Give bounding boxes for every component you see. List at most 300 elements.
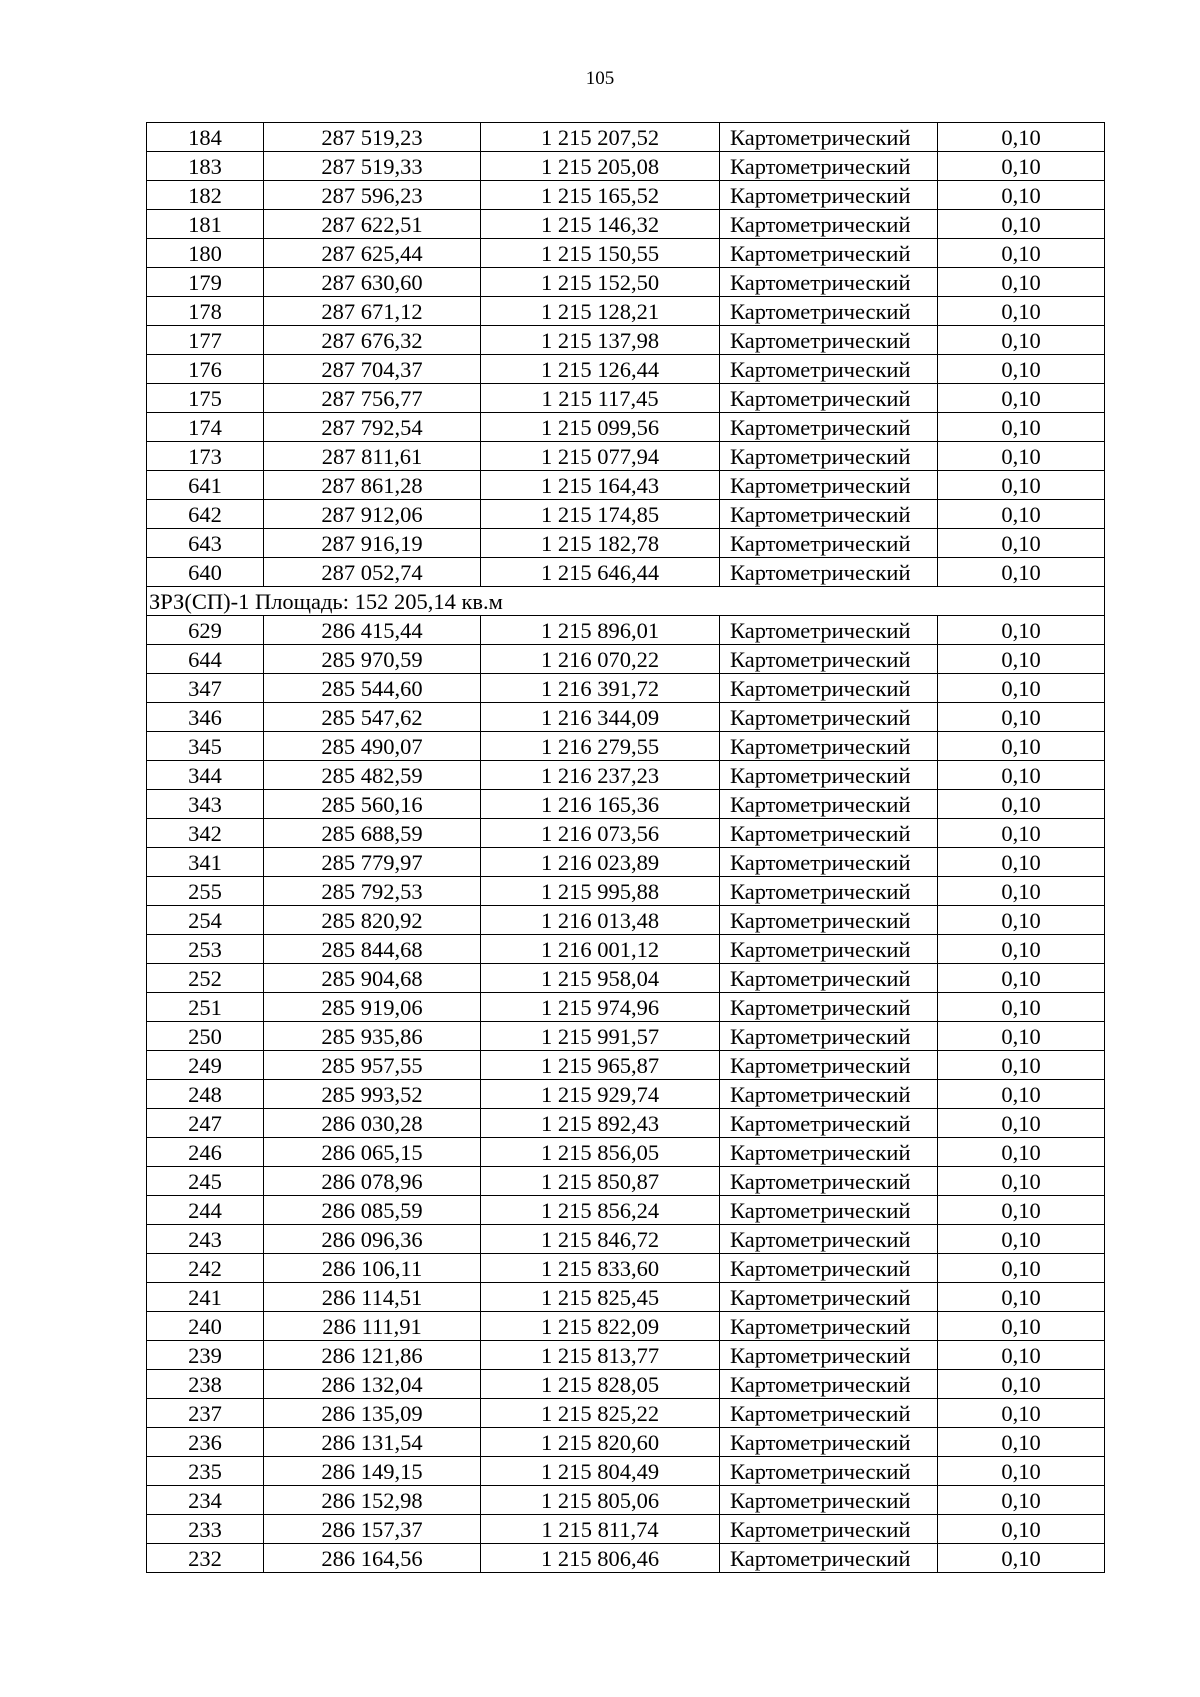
method-cell: Картометрический: [720, 1022, 938, 1051]
point-number-cell: 235: [147, 1457, 264, 1486]
y-coordinate-cell: 1 215 804,49: [481, 1457, 720, 1486]
accuracy-cell: 0,10: [938, 790, 1105, 819]
section-header-group: [147, 587, 1105, 616]
x-coordinate-cell: 285 957,55: [264, 1051, 481, 1080]
point-number-cell: 242: [147, 1254, 264, 1283]
y-coordinate-cell: 1 215 152,50: [481, 268, 720, 297]
point-number-cell: 244: [147, 1196, 264, 1225]
x-coordinate-cell: 286 131,54: [264, 1428, 481, 1457]
x-coordinate-cell: 286 065,15: [264, 1138, 481, 1167]
accuracy-cell: 0,10: [938, 1515, 1105, 1544]
method-cell: Картометрический: [720, 1486, 938, 1515]
method-cell: Картометрический: [720, 732, 938, 761]
table-row: [147, 1022, 1105, 1051]
accuracy-cell: 0,10: [938, 152, 1105, 181]
method-cell: Картометрический: [720, 1051, 938, 1080]
point-number-cell: 345: [147, 732, 264, 761]
method-cell: Картометрический: [720, 761, 938, 790]
table-row: [147, 848, 1105, 877]
accuracy-cell: 0,10: [938, 1225, 1105, 1254]
x-coordinate-cell: 287 671,12: [264, 297, 481, 326]
x-coordinate-cell: 287 676,32: [264, 326, 481, 355]
method-cell: Картометрический: [720, 1283, 938, 1312]
y-coordinate-cell: 1 215 126,44: [481, 355, 720, 384]
accuracy-cell: 0,10: [938, 761, 1105, 790]
table-row: [147, 123, 1105, 152]
table-row: [147, 413, 1105, 442]
table-row: [147, 297, 1105, 326]
accuracy-cell: 0,10: [938, 616, 1105, 645]
y-coordinate-cell: 1 215 828,05: [481, 1370, 720, 1399]
table-row: [147, 239, 1105, 268]
point-number-cell: 641: [147, 471, 264, 500]
table-row: [147, 732, 1105, 761]
x-coordinate-cell: 285 490,07: [264, 732, 481, 761]
table-row: [147, 1457, 1105, 1486]
y-coordinate-cell: 1 216 073,56: [481, 819, 720, 848]
accuracy-cell: 0,10: [938, 1196, 1105, 1225]
page-number: 105: [585, 68, 615, 89]
point-number-cell: 248: [147, 1080, 264, 1109]
y-coordinate-cell: 1 215 099,56: [481, 413, 720, 442]
method-cell: Картометрический: [720, 1167, 938, 1196]
y-coordinate-cell: 1 215 856,05: [481, 1138, 720, 1167]
accuracy-cell: 0,10: [938, 1109, 1105, 1138]
method-cell: Картометрический: [720, 993, 938, 1022]
y-coordinate-cell: 1 216 023,89: [481, 848, 720, 877]
accuracy-cell: 0,10: [938, 1167, 1105, 1196]
x-coordinate-cell: 286 030,28: [264, 1109, 481, 1138]
method-cell: Картометрический: [720, 181, 938, 210]
point-number-cell: 346: [147, 703, 264, 732]
y-coordinate-cell: 1 216 237,23: [481, 761, 720, 790]
table-row: [147, 819, 1105, 848]
y-coordinate-cell: 1 215 117,45: [481, 384, 720, 413]
point-number-cell: 344: [147, 761, 264, 790]
table-body-after: [147, 616, 1105, 1573]
y-coordinate-cell: 1 215 806,46: [481, 1544, 720, 1573]
table-row: [147, 529, 1105, 558]
y-coordinate-cell: 1 215 207,52: [481, 123, 720, 152]
point-number-cell: 181: [147, 210, 264, 239]
accuracy-cell: 0,10: [938, 442, 1105, 471]
x-coordinate-cell: 287 519,23: [264, 123, 481, 152]
point-number-cell: 643: [147, 529, 264, 558]
method-cell: Картометрический: [720, 1341, 938, 1370]
accuracy-cell: 0,10: [938, 1457, 1105, 1486]
y-coordinate-cell: 1 215 813,77: [481, 1341, 720, 1370]
method-cell: Картометрический: [720, 1457, 938, 1486]
table-row: [147, 964, 1105, 993]
method-cell: Картометрический: [720, 906, 938, 935]
accuracy-cell: 0,10: [938, 1283, 1105, 1312]
point-number-cell: 174: [147, 413, 264, 442]
accuracy-cell: 0,10: [938, 268, 1105, 297]
table-row: [147, 268, 1105, 297]
method-cell: Картометрический: [720, 500, 938, 529]
x-coordinate-cell: 285 560,16: [264, 790, 481, 819]
method-cell: Картометрический: [720, 848, 938, 877]
y-coordinate-cell: 1 215 137,98: [481, 326, 720, 355]
table-body-before: [147, 123, 1105, 587]
y-coordinate-cell: 1 215 150,55: [481, 239, 720, 268]
y-coordinate-cell: 1 216 391,72: [481, 674, 720, 703]
y-coordinate-cell: 1 215 850,87: [481, 1167, 720, 1196]
table-row: [147, 1341, 1105, 1370]
point-number-cell: 246: [147, 1138, 264, 1167]
y-coordinate-cell: 1 215 958,04: [481, 964, 720, 993]
table-row: [147, 616, 1105, 645]
point-number-cell: 180: [147, 239, 264, 268]
table-row: [147, 1428, 1105, 1457]
accuracy-cell: 0,10: [938, 529, 1105, 558]
y-coordinate-cell: 1 216 001,12: [481, 935, 720, 964]
y-coordinate-cell: 1 215 974,96: [481, 993, 720, 1022]
accuracy-cell: 0,10: [938, 1138, 1105, 1167]
x-coordinate-cell: 286 106,11: [264, 1254, 481, 1283]
point-number-cell: 243: [147, 1225, 264, 1254]
table-row: [147, 1312, 1105, 1341]
point-number-cell: 173: [147, 442, 264, 471]
point-number-cell: 644: [147, 645, 264, 674]
y-coordinate-cell: 1 215 646,44: [481, 558, 720, 587]
table-row: [147, 1051, 1105, 1080]
table-row: [147, 935, 1105, 964]
y-coordinate-cell: 1 215 811,74: [481, 1515, 720, 1544]
y-coordinate-cell: 1 215 995,88: [481, 877, 720, 906]
point-number-cell: 253: [147, 935, 264, 964]
method-cell: Картометрический: [720, 326, 938, 355]
accuracy-cell: 0,10: [938, 1370, 1105, 1399]
x-coordinate-cell: 286 415,44: [264, 616, 481, 645]
method-cell: Картометрический: [720, 413, 938, 442]
table-row: [147, 355, 1105, 384]
method-cell: Картометрический: [720, 1080, 938, 1109]
point-number-cell: 178: [147, 297, 264, 326]
x-coordinate-cell: 285 820,92: [264, 906, 481, 935]
x-coordinate-cell: 286 121,86: [264, 1341, 481, 1370]
x-coordinate-cell: 285 779,97: [264, 848, 481, 877]
y-coordinate-cell: 1 215 820,60: [481, 1428, 720, 1457]
method-cell: Картометрический: [720, 210, 938, 239]
x-coordinate-cell: 287 596,23: [264, 181, 481, 210]
point-number-cell: 238: [147, 1370, 264, 1399]
point-number-cell: 182: [147, 181, 264, 210]
x-coordinate-cell: 286 164,56: [264, 1544, 481, 1573]
table-row: [147, 471, 1105, 500]
point-number-cell: 233: [147, 1515, 264, 1544]
point-number-cell: 247: [147, 1109, 264, 1138]
method-cell: Картометрический: [720, 1109, 938, 1138]
accuracy-cell: 0,10: [938, 413, 1105, 442]
accuracy-cell: 0,10: [938, 674, 1105, 703]
x-coordinate-cell: 287 704,37: [264, 355, 481, 384]
accuracy-cell: 0,10: [938, 326, 1105, 355]
method-cell: Картометрический: [720, 790, 938, 819]
y-coordinate-cell: 1 216 165,36: [481, 790, 720, 819]
accuracy-cell: 0,10: [938, 1312, 1105, 1341]
point-number-cell: 341: [147, 848, 264, 877]
point-number-cell: 237: [147, 1399, 264, 1428]
accuracy-cell: 0,10: [938, 1080, 1105, 1109]
accuracy-cell: 0,10: [938, 384, 1105, 413]
x-coordinate-cell: 287 519,33: [264, 152, 481, 181]
y-coordinate-cell: 1 215 174,85: [481, 500, 720, 529]
point-number-cell: 241: [147, 1283, 264, 1312]
accuracy-cell: 0,10: [938, 703, 1105, 732]
y-coordinate-cell: 1 216 344,09: [481, 703, 720, 732]
point-number-cell: 249: [147, 1051, 264, 1080]
point-number-cell: 254: [147, 906, 264, 935]
x-coordinate-cell: 285 482,59: [264, 761, 481, 790]
y-coordinate-cell: 1 215 165,52: [481, 181, 720, 210]
table-row: [147, 1109, 1105, 1138]
y-coordinate-cell: 1 215 929,74: [481, 1080, 720, 1109]
x-coordinate-cell: 285 993,52: [264, 1080, 481, 1109]
x-coordinate-cell: 285 688,59: [264, 819, 481, 848]
table-row: [147, 877, 1105, 906]
accuracy-cell: 0,10: [938, 1486, 1105, 1515]
method-cell: Картометрический: [720, 529, 938, 558]
table-row: [147, 152, 1105, 181]
accuracy-cell: 0,10: [938, 1022, 1105, 1051]
accuracy-cell: 0,10: [938, 210, 1105, 239]
section-header-row: [147, 587, 1105, 616]
method-cell: Картометрический: [720, 1370, 938, 1399]
method-cell: Картометрический: [720, 674, 938, 703]
method-cell: Картометрический: [720, 558, 938, 587]
method-cell: Картометрический: [720, 268, 938, 297]
table-row: [147, 1486, 1105, 1515]
accuracy-cell: 0,10: [938, 1254, 1105, 1283]
x-coordinate-cell: 287 811,61: [264, 442, 481, 471]
method-cell: Картометрический: [720, 1399, 938, 1428]
table-row: [147, 645, 1105, 674]
method-cell: Картометрический: [720, 1196, 938, 1225]
y-coordinate-cell: 1 215 128,21: [481, 297, 720, 326]
y-coordinate-cell: 1 215 805,06: [481, 1486, 720, 1515]
accuracy-cell: 0,10: [938, 1341, 1105, 1370]
accuracy-cell: 0,10: [938, 877, 1105, 906]
method-cell: Картометрический: [720, 1138, 938, 1167]
point-number-cell: 347: [147, 674, 264, 703]
point-number-cell: 177: [147, 326, 264, 355]
x-coordinate-cell: 285 935,86: [264, 1022, 481, 1051]
y-coordinate-cell: 1 215 856,24: [481, 1196, 720, 1225]
y-coordinate-cell: 1 216 279,55: [481, 732, 720, 761]
accuracy-cell: 0,10: [938, 1399, 1105, 1428]
method-cell: Картометрический: [720, 877, 938, 906]
x-coordinate-cell: 286 111,91: [264, 1312, 481, 1341]
point-number-cell: 179: [147, 268, 264, 297]
table-row: [147, 906, 1105, 935]
table-row: [147, 1254, 1105, 1283]
y-coordinate-cell: 1 215 182,78: [481, 529, 720, 558]
y-coordinate-cell: 1 215 822,09: [481, 1312, 720, 1341]
method-cell: Картометрический: [720, 152, 938, 181]
x-coordinate-cell: 285 547,62: [264, 703, 481, 732]
y-coordinate-cell: 1 216 070,22: [481, 645, 720, 674]
y-coordinate-cell: 1 215 205,08: [481, 152, 720, 181]
accuracy-cell: 0,10: [938, 645, 1105, 674]
accuracy-cell: 0,10: [938, 471, 1105, 500]
x-coordinate-cell: 286 149,15: [264, 1457, 481, 1486]
method-cell: Картометрический: [720, 355, 938, 384]
accuracy-cell: 0,10: [938, 558, 1105, 587]
x-coordinate-cell: 285 904,68: [264, 964, 481, 993]
x-coordinate-cell: 286 078,96: [264, 1167, 481, 1196]
point-number-cell: 342: [147, 819, 264, 848]
x-coordinate-cell: 287 916,19: [264, 529, 481, 558]
table-row: [147, 703, 1105, 732]
table-row: [147, 326, 1105, 355]
x-coordinate-cell: 287 912,06: [264, 500, 481, 529]
method-cell: Картометрический: [720, 703, 938, 732]
x-coordinate-cell: 286 132,04: [264, 1370, 481, 1399]
table-row: [147, 558, 1105, 587]
x-coordinate-cell: 287 630,60: [264, 268, 481, 297]
accuracy-cell: 0,10: [938, 181, 1105, 210]
accuracy-cell: 0,10: [938, 935, 1105, 964]
x-coordinate-cell: 285 919,06: [264, 993, 481, 1022]
accuracy-cell: 0,10: [938, 123, 1105, 152]
point-number-cell: 232: [147, 1544, 264, 1573]
y-coordinate-cell: 1 215 892,43: [481, 1109, 720, 1138]
x-coordinate-cell: 285 970,59: [264, 645, 481, 674]
accuracy-cell: 0,10: [938, 848, 1105, 877]
accuracy-cell: 0,10: [938, 500, 1105, 529]
method-cell: Картометрический: [720, 1254, 938, 1283]
point-number-cell: 640: [147, 558, 264, 587]
x-coordinate-cell: 285 792,53: [264, 877, 481, 906]
x-coordinate-cell: 286 152,98: [264, 1486, 481, 1515]
accuracy-cell: 0,10: [938, 964, 1105, 993]
x-coordinate-cell: 286 085,59: [264, 1196, 481, 1225]
table-row: [147, 761, 1105, 790]
table-row: [147, 1283, 1105, 1312]
y-coordinate-cell: 1 215 146,32: [481, 210, 720, 239]
point-number-cell: 255: [147, 877, 264, 906]
method-cell: Картометрический: [720, 935, 938, 964]
point-number-cell: 239: [147, 1341, 264, 1370]
y-coordinate-cell: 1 215 825,45: [481, 1283, 720, 1312]
y-coordinate-cell: 1 216 013,48: [481, 906, 720, 935]
point-number-cell: 175: [147, 384, 264, 413]
y-coordinate-cell: 1 215 991,57: [481, 1022, 720, 1051]
table-row: [147, 1370, 1105, 1399]
method-cell: Картометрический: [720, 442, 938, 471]
x-coordinate-cell: 287 052,74: [264, 558, 481, 587]
table-row: [147, 210, 1105, 239]
table-row: [147, 1544, 1105, 1573]
point-number-cell: 184: [147, 123, 264, 152]
point-number-cell: 176: [147, 355, 264, 384]
y-coordinate-cell: 1 215 077,94: [481, 442, 720, 471]
point-number-cell: 240: [147, 1312, 264, 1341]
y-coordinate-cell: 1 215 164,43: [481, 471, 720, 500]
x-coordinate-cell: 285 544,60: [264, 674, 481, 703]
point-number-cell: 252: [147, 964, 264, 993]
y-coordinate-cell: 1 215 896,01: [481, 616, 720, 645]
table-row: [147, 790, 1105, 819]
x-coordinate-cell: 287 756,77: [264, 384, 481, 413]
method-cell: Картометрический: [720, 1428, 938, 1457]
method-cell: Картометрический: [720, 297, 938, 326]
point-number-cell: 234: [147, 1486, 264, 1515]
method-cell: Картометрический: [720, 1225, 938, 1254]
table-row: [147, 500, 1105, 529]
x-coordinate-cell: 286 114,51: [264, 1283, 481, 1312]
table-row: [147, 993, 1105, 1022]
accuracy-cell: 0,10: [938, 355, 1105, 384]
x-coordinate-cell: 287 625,44: [264, 239, 481, 268]
method-cell: Картометрический: [720, 1515, 938, 1544]
accuracy-cell: 0,10: [938, 732, 1105, 761]
method-cell: Картометрический: [720, 471, 938, 500]
method-cell: Картометрический: [720, 819, 938, 848]
section-title: ЗРЗ(СП)-1 Площадь: 152 205,14 кв.м: [147, 587, 1105, 616]
point-number-cell: 251: [147, 993, 264, 1022]
accuracy-cell: 0,10: [938, 1428, 1105, 1457]
table-row: [147, 1138, 1105, 1167]
accuracy-cell: 0,10: [938, 297, 1105, 326]
table-row: [147, 1225, 1105, 1254]
table-row: [147, 1196, 1105, 1225]
accuracy-cell: 0,10: [938, 993, 1105, 1022]
table-row: [147, 181, 1105, 210]
point-number-cell: 629: [147, 616, 264, 645]
table-row: [147, 442, 1105, 471]
y-coordinate-cell: 1 215 833,60: [481, 1254, 720, 1283]
x-coordinate-cell: 286 096,36: [264, 1225, 481, 1254]
table-row: [147, 1080, 1105, 1109]
point-number-cell: 642: [147, 500, 264, 529]
x-coordinate-cell: 287 792,54: [264, 413, 481, 442]
method-cell: Картометрический: [720, 384, 938, 413]
method-cell: Картометрический: [720, 645, 938, 674]
point-number-cell: 343: [147, 790, 264, 819]
point-number-cell: 250: [147, 1022, 264, 1051]
x-coordinate-cell: 286 135,09: [264, 1399, 481, 1428]
coordinates-table: [146, 122, 1105, 1573]
accuracy-cell: 0,10: [938, 819, 1105, 848]
x-coordinate-cell: 287 622,51: [264, 210, 481, 239]
method-cell: Картометрический: [720, 1312, 938, 1341]
x-coordinate-cell: 285 844,68: [264, 935, 481, 964]
method-cell: Картометрический: [720, 616, 938, 645]
method-cell: Картометрический: [720, 123, 938, 152]
x-coordinate-cell: 287 861,28: [264, 471, 481, 500]
table-row: [147, 1167, 1105, 1196]
x-coordinate-cell: 286 157,37: [264, 1515, 481, 1544]
y-coordinate-cell: 1 215 965,87: [481, 1051, 720, 1080]
method-cell: Картометрический: [720, 1544, 938, 1573]
y-coordinate-cell: 1 215 846,72: [481, 1225, 720, 1254]
y-coordinate-cell: 1 215 825,22: [481, 1399, 720, 1428]
table-row: [147, 1515, 1105, 1544]
table-row: [147, 384, 1105, 413]
point-number-cell: 236: [147, 1428, 264, 1457]
table-row: [147, 1399, 1105, 1428]
method-cell: Картометрический: [720, 239, 938, 268]
accuracy-cell: 0,10: [938, 1544, 1105, 1573]
point-number-cell: 245: [147, 1167, 264, 1196]
accuracy-cell: 0,10: [938, 1051, 1105, 1080]
accuracy-cell: 0,10: [938, 906, 1105, 935]
method-cell: Картометрический: [720, 964, 938, 993]
table-row: [147, 674, 1105, 703]
accuracy-cell: 0,10: [938, 239, 1105, 268]
